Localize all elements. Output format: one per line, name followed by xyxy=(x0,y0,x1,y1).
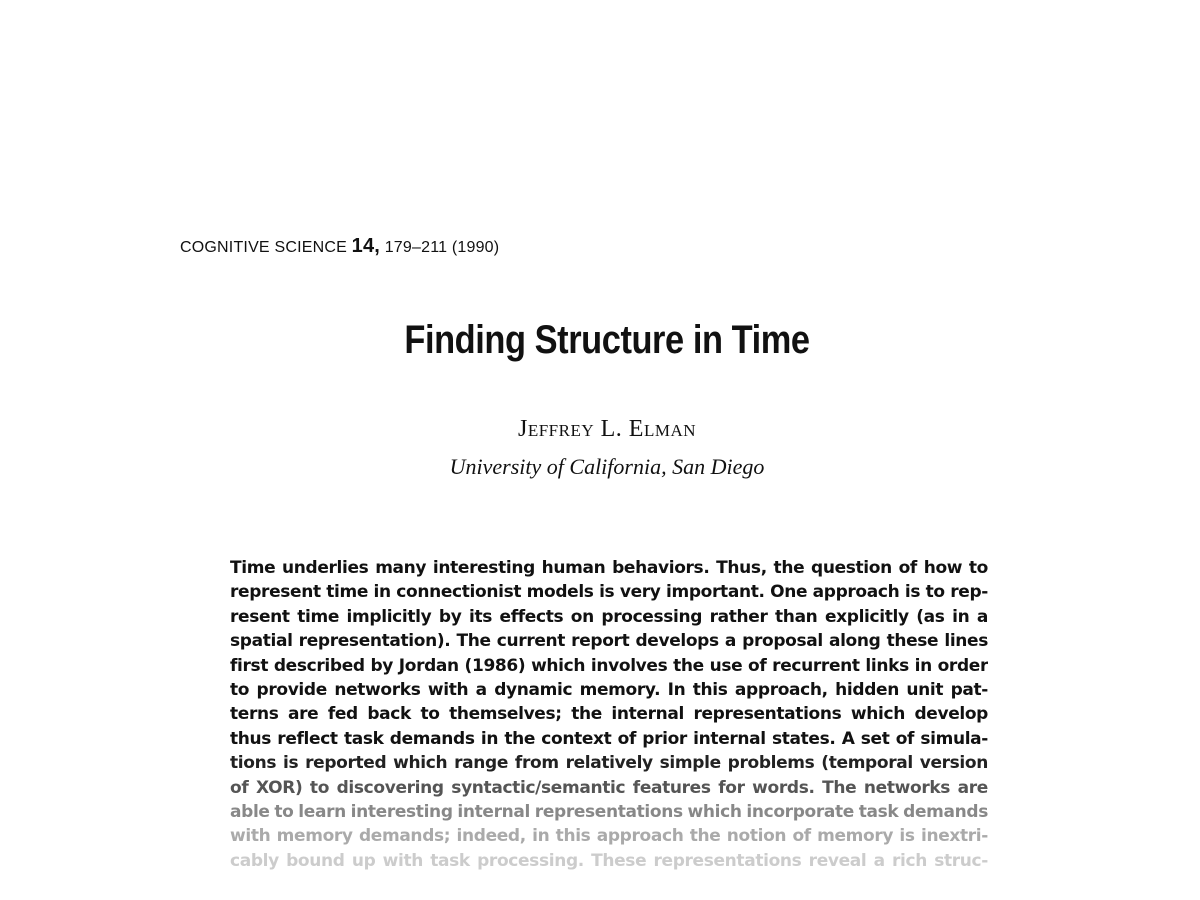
journal-citation xyxy=(180,235,499,258)
abstract-line: of XOR) to discovering syntactic/semantic features for words. The networks are xyxy=(230,777,988,798)
abstract-line: first described by Jordan (1986) which involves the use of recurrent links in order xyxy=(230,655,988,676)
abstract-line: with memory demands; indeed, in this approach the notion of memory is inextri- xyxy=(230,826,988,847)
abstract-line: resent time implicitly by its effects on processing rather than explicitly (as in a xyxy=(230,606,988,627)
journal-name: COGNITIVE SCIENCE xyxy=(180,239,347,256)
abstract-line: tions is reported which range from relatively simple problems (temporal version xyxy=(230,753,988,774)
author-affiliation: University of California, San Diego xyxy=(449,454,765,479)
journal-volume: 14, xyxy=(351,235,381,257)
abstract-line: cably bound up with task processing. These representations reveal a rich struc- xyxy=(230,850,988,871)
journal-pages: 179–211 (1990) xyxy=(384,239,500,256)
author-name: Jeffrey L. Elman xyxy=(517,416,696,442)
abstract-line: Time underlies many interesting human behaviors. Thus, the question of how to xyxy=(230,558,988,578)
abstract-line: terns are fed back to themselves; the internal representations which develop xyxy=(230,704,988,725)
abstract-line: able to learn interesting internal representations which incorporate task demands xyxy=(230,801,988,822)
abstract-line: spatial representation). The current report develops a proposal along these lines xyxy=(230,631,988,652)
paper-title: Finding Structure in Time xyxy=(404,318,810,362)
abstract-line: to provide networks with a dynamic memory. In this approach, hidden unit pat- xyxy=(230,679,988,700)
abstract-line: thus reflect task demands in the context of prior internal states. A set of simula- xyxy=(230,728,988,749)
abstract-line: represent time in connectionist models is very important. One approach is to rep- xyxy=(230,582,988,603)
abstract xyxy=(230,558,988,875)
